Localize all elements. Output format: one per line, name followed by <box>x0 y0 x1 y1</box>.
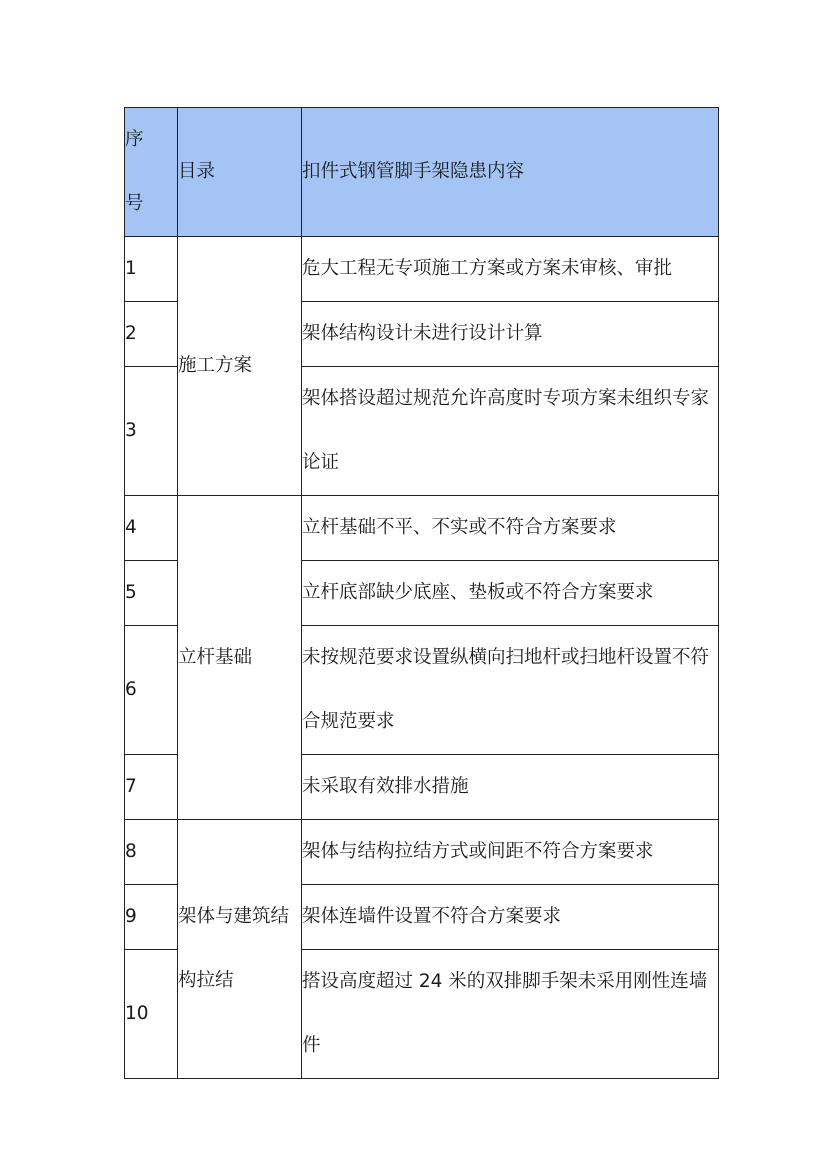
header-content: 扣件式钢管脚手架隐患内容 <box>302 108 719 237</box>
header-number-line2: 号 <box>125 193 144 214</box>
row-number: 3 <box>125 367 178 496</box>
row-number: 9 <box>125 885 178 950</box>
category-cell: 立杆基础 <box>178 496 302 820</box>
row-content: 架体结构设计未进行设计计算 <box>302 302 719 367</box>
category-cell: 架体与建筑结 构拉结 <box>178 820 302 1079</box>
header-category: 目录 <box>178 108 302 237</box>
row-number: 4 <box>125 496 178 561</box>
header-number <box>125 108 178 237</box>
row-content: 立杆底部缺少底座、垫板或不符合方案要求 <box>302 561 719 626</box>
row-content: 未按规范要求设置纵横向扫地杆或扫地杆设置不符合规范要求 <box>302 626 719 755</box>
table-row <box>125 820 719 885</box>
row-content: 搭设高度超过 24 米的双排脚手架未采用刚性连墙件 <box>302 950 719 1079</box>
hazard-table <box>124 107 719 1079</box>
row-number: 2 <box>125 302 178 367</box>
row-content: 危大工程无专项施工方案或方案未审核、审批 <box>302 237 719 302</box>
row-number: 5 <box>125 561 178 626</box>
row-number: 8 <box>125 820 178 885</box>
header-number-line1: 序 <box>125 129 144 150</box>
table-row <box>125 237 719 302</box>
table-row <box>125 496 719 561</box>
row-number: 6 <box>125 626 178 755</box>
row-content: 未采取有效排水措施 <box>302 755 719 820</box>
row-content: 架体与结构拉结方式或间距不符合方案要求 <box>302 820 719 885</box>
row-number: 7 <box>125 755 178 820</box>
row-content: 立杆基础不平、不实或不符合方案要求 <box>302 496 719 561</box>
row-number: 10 <box>125 950 178 1079</box>
header-row <box>125 108 719 237</box>
row-content: 架体搭设超过规范允许高度时专项方案未组织专家论证 <box>302 367 719 496</box>
row-number: 1 <box>125 237 178 302</box>
row-content: 架体连墙件设置不符合方案要求 <box>302 885 719 950</box>
category-cell: 施工方案 <box>178 237 302 496</box>
